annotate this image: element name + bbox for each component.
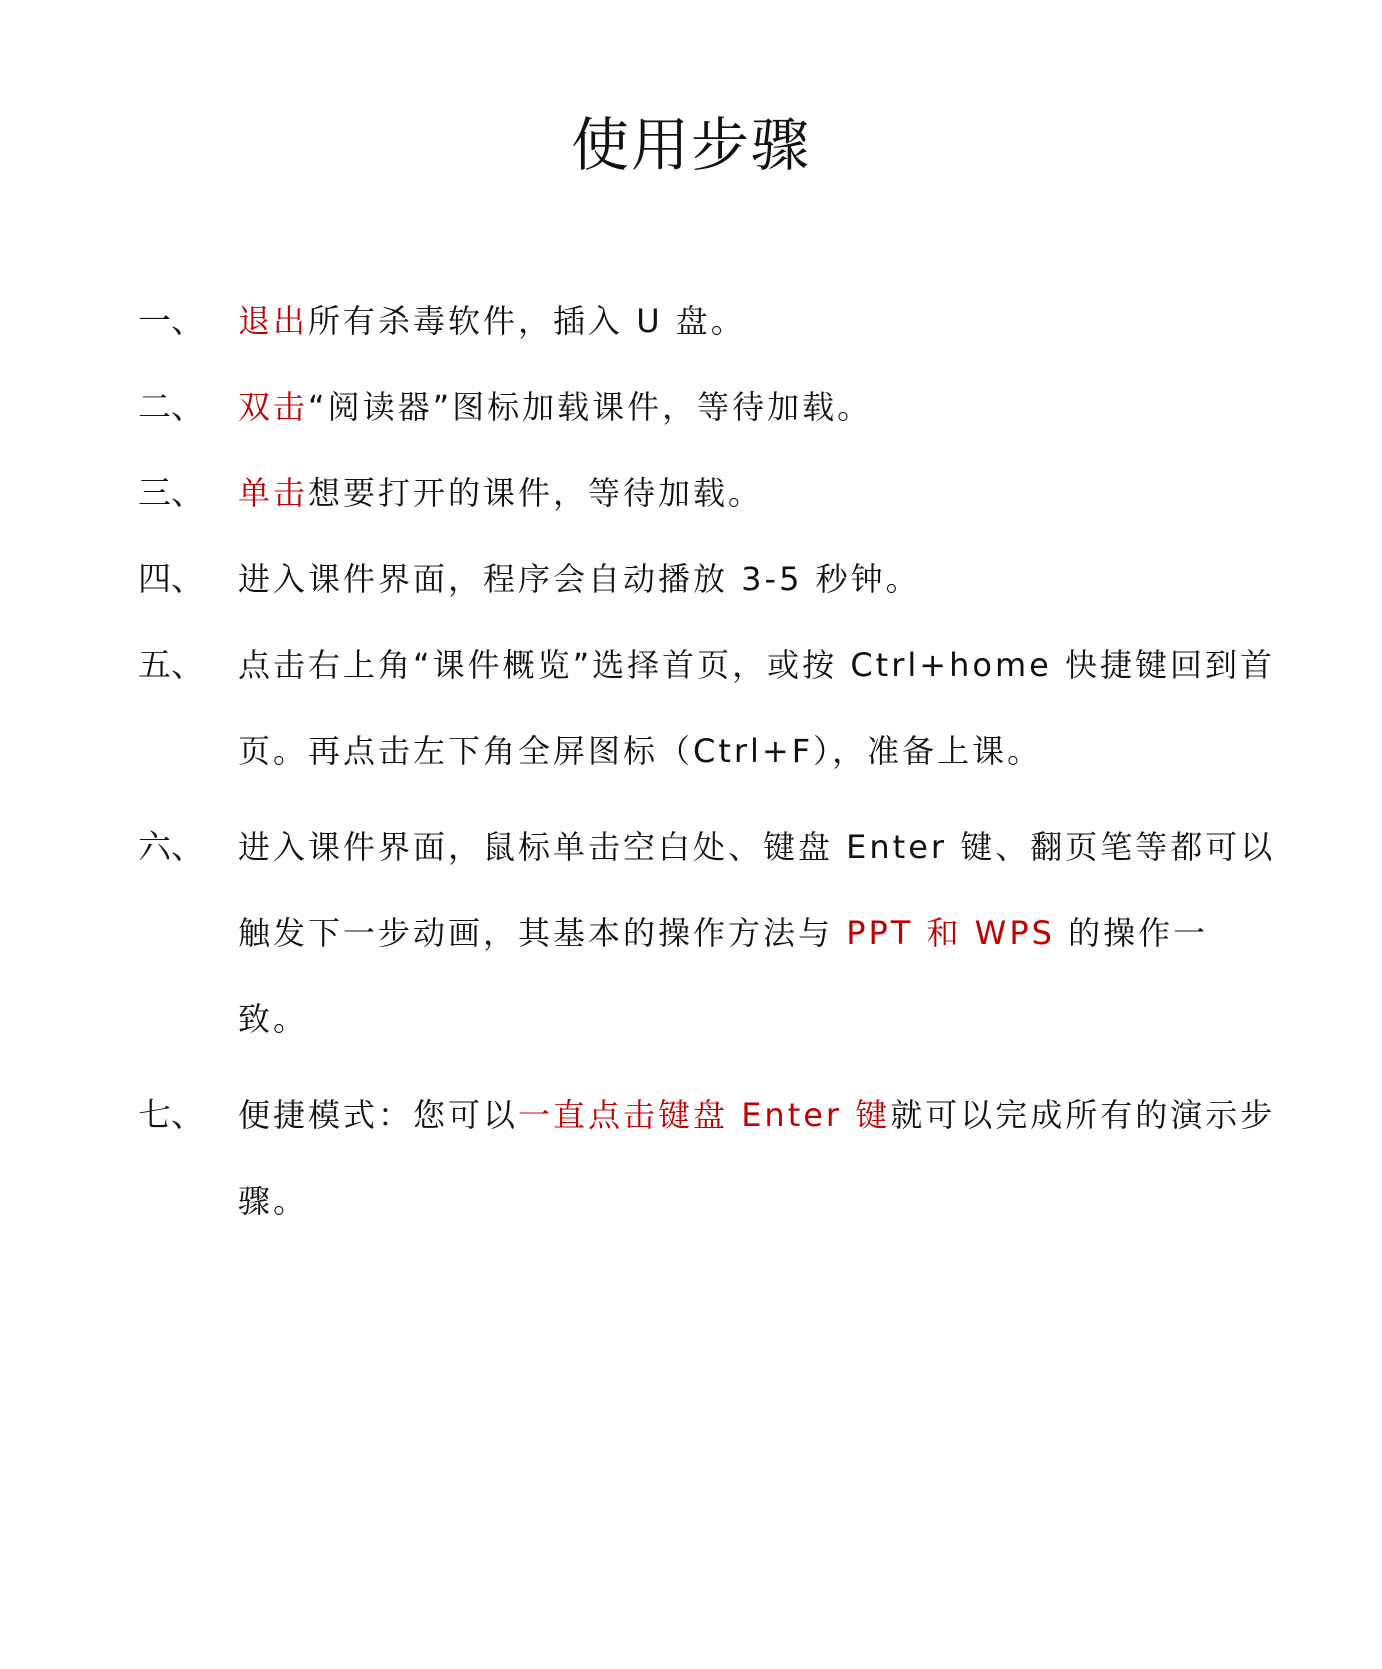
step-item (138, 814, 1278, 1062)
step-item (138, 288, 1278, 354)
step-item (138, 1082, 1278, 1244)
step-highlight: 双击 (238, 388, 309, 426)
step-text (238, 460, 1278, 526)
step-number: 三、 (138, 473, 204, 512)
step-highlight: 退出 (238, 302, 309, 340)
step-text (238, 622, 1278, 794)
step-highlight: PPT 和 WPS (846, 914, 1055, 952)
step-text (238, 1072, 1278, 1244)
steps-list (138, 288, 1278, 1264)
step-segment: 进入课件界面，程序会自动播放 3-5 秒钟。 (238, 560, 921, 598)
step-highlight: 一直点击键盘 Enter 键 (518, 1096, 891, 1134)
step-text (238, 804, 1278, 1062)
step-number: 五、 (138, 645, 204, 684)
step-segment: 进入课件界面，鼠标单击空白处、键盘 Enter 键、翻页笔等都可以触发下一步动画，其基本的操作方法与 (238, 828, 1276, 952)
step-text (238, 288, 1278, 354)
step-segment: 所有杀毒软件，插入 U 盘。 (308, 302, 746, 340)
step-segment: 便捷模式：您可以 (238, 1096, 519, 1134)
step-item (138, 546, 1278, 612)
step-segment: 想要打开的课件，等待加载。 (308, 474, 764, 512)
step-item (138, 632, 1278, 794)
step-segment: 就可以完成所有的演示步骤。 (238, 1096, 1276, 1220)
step-number: 一、 (138, 301, 204, 340)
step-number: 六、 (138, 827, 204, 866)
step-segment: 点击右上角“课件概览”选择首页，或按 Ctrl+home 快捷键回到首页。再点击左下角全屏图标（Ctrl+F），准备上课。 (238, 646, 1275, 770)
step-text (238, 546, 1278, 612)
step-highlight: 单击 (238, 474, 309, 512)
step-number: 七、 (138, 1095, 204, 1134)
step-segment: “阅读器”图标加载课件，等待加载。 (308, 388, 873, 426)
step-number: 二、 (138, 387, 204, 426)
step-segment: 的操作一致。 (238, 914, 1209, 1038)
step-text (238, 374, 1278, 440)
page-title: 使用步骤 (570, 111, 811, 179)
step-number: 四、 (138, 559, 204, 598)
step-item (138, 460, 1278, 526)
step-item (138, 374, 1278, 440)
